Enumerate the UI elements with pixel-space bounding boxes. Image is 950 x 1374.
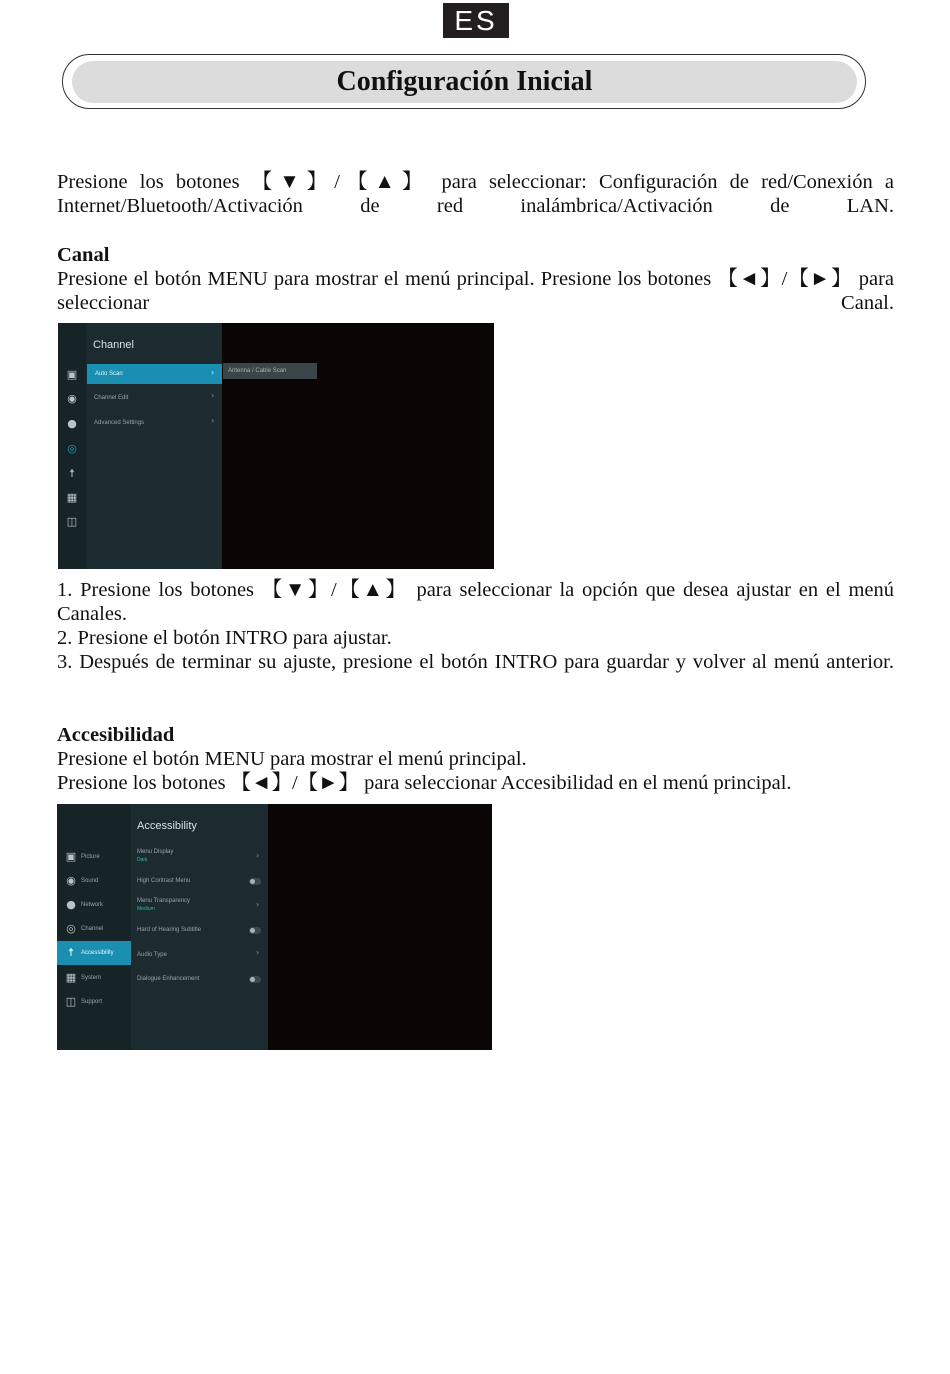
canal-heading: Canal — [57, 244, 110, 266]
setting-menu-display[interactable]: Menu Display — [137, 849, 174, 855]
channel-icon: ◎ — [67, 442, 77, 455]
sidebar-item-support[interactable]: Support — [81, 999, 103, 1005]
network-icon: ● — [67, 417, 77, 430]
picture-icon: ▣ — [65, 850, 77, 863]
sidebar-item-system[interactable]: System — [81, 975, 102, 981]
chevron-right-icon: › — [211, 416, 215, 425]
chevron-right-icon: › — [256, 948, 260, 957]
chevron-right-icon: › — [256, 851, 260, 860]
chevron-right-icon: › — [256, 900, 260, 909]
channel-step-1: 1. Presione los botones 【▼】/【▲】 para seleccionar la opción que desea ajustar en el menú Canales. — [57, 579, 894, 625]
accessibility-heading: Accesibilidad — [57, 724, 175, 746]
system-icon: ▦ — [66, 491, 78, 504]
menu-item-advanced-settings[interactable]: Advanced Settings — [94, 420, 145, 426]
menu-item-auto-scan[interactable]: Auto Scan — [87, 364, 222, 384]
setting-menu-transparency[interactable]: Menu Transparency — [137, 898, 191, 904]
sidebar-item-picture[interactable]: Picture — [81, 854, 100, 860]
menu-title: Channel — [93, 339, 134, 351]
canal-paragraph: Presione el botón MENU para mostrar el menú principal. Presione los botones 【◄】/【►】 para seleccionar Canal. — [57, 268, 894, 314]
toggle-switch[interactable] — [249, 878, 261, 885]
setting-dialogue-enhancement[interactable]: Dialogue Enhancement — [137, 976, 200, 982]
menu-title: Accessibility — [137, 820, 197, 832]
network-icon: ● — [66, 898, 76, 911]
sound-icon: ◉ — [66, 874, 76, 887]
chevron-right-icon: › — [211, 368, 215, 377]
sidebar-item-channel[interactable]: Channel — [81, 926, 104, 932]
toggle-switch[interactable] — [249, 927, 261, 934]
channel-step-2: 2. Presione el botón INTRO para ajustar. — [57, 627, 392, 649]
sound-icon: ◉ — [67, 392, 77, 405]
toggle-switch[interactable] — [249, 976, 261, 983]
channel-icon: ◎ — [66, 922, 76, 935]
accessibility-line-2: Presione los botones 【◄】/【►】 para seleccionar Accesibilidad en el menú principal. — [57, 772, 792, 794]
channel-step-3: 3. Después de terminar su ajuste, presione el botón INTRO para guardar y volver al menú anterior. — [57, 651, 894, 673]
setting-hard-of-hearing-subtitle[interactable]: Hard of Hearing Subtitle — [137, 927, 202, 933]
setting-audio-type[interactable]: Audio Type — [137, 952, 167, 958]
system-icon: ▦ — [65, 971, 77, 984]
menu-panel — [86, 323, 222, 569]
setting-high-contrast-menu[interactable]: High Contrast Menu — [137, 878, 191, 884]
language-badge: ES — [443, 3, 509, 38]
support-icon: ◫ — [66, 515, 78, 528]
accessibility-line-1: Presione el botón MENU para mostrar el menú principal. — [57, 748, 527, 770]
sidebar-item-sound[interactable]: Sound — [81, 878, 99, 884]
support-icon: ◫ — [65, 995, 77, 1008]
chevron-right-icon: › — [211, 391, 215, 400]
sidebar-item-network[interactable]: Network — [81, 902, 104, 908]
picture-icon: ▣ — [66, 368, 78, 381]
intro-paragraph: Presione los botones 【▼】/【▲】 para seleccionar: Configuración de red/Conexión a Internet/Bluetooth/Activación de red inalámbrica/Activación de LAN. — [57, 171, 894, 217]
accessibility-icon: ☨ — [69, 467, 75, 480]
accessibility-icon: ☨ — [68, 946, 74, 959]
setting-value: Dark — [137, 857, 148, 863]
setting-value: Medium — [137, 906, 155, 912]
accessibility-menu-screenshot — [57, 804, 492, 1050]
sidebar-item-accessibility[interactable]: Accessibility — [81, 950, 114, 956]
page-title: Configuración Inicial — [72, 61, 857, 103]
menu-item-channel-edit[interactable]: Channel Edit — [94, 395, 129, 401]
submenu-item[interactable]: Antenna / Cable Scan — [223, 363, 317, 379]
channel-menu-screenshot — [58, 323, 494, 569]
